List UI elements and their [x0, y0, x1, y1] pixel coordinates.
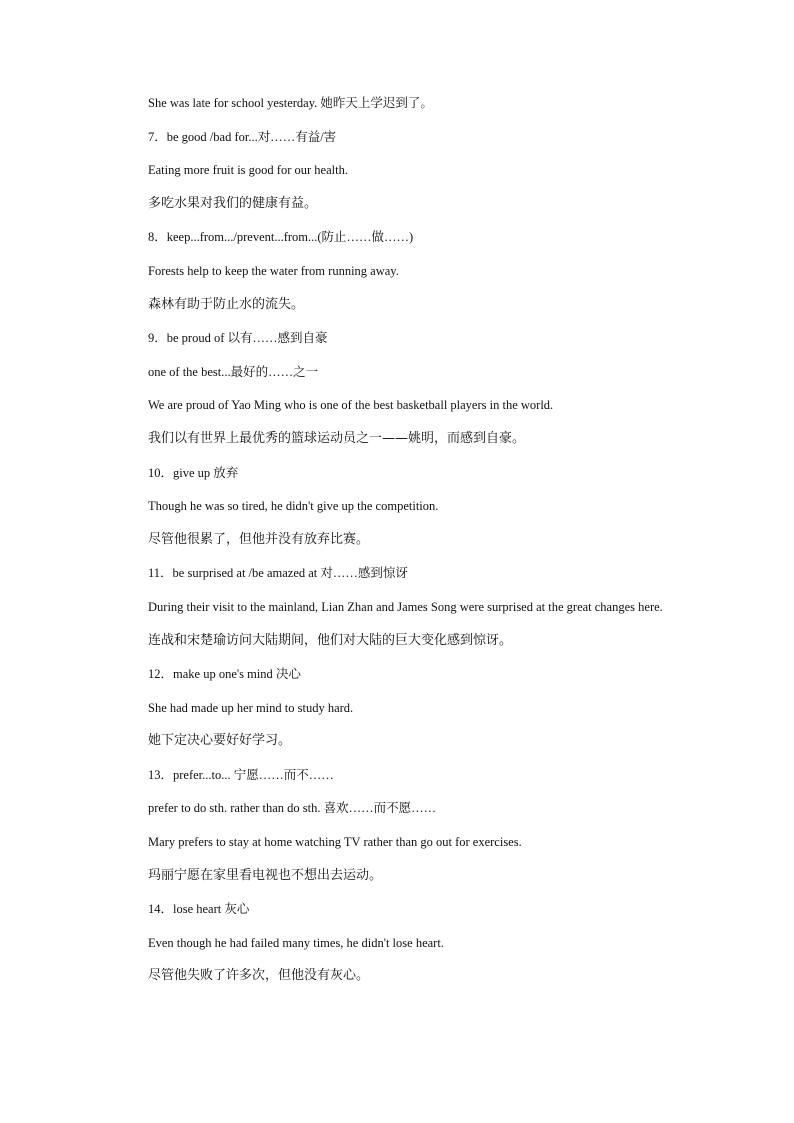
- example-sentence: We are proud of Yao Ming who is one of the best basketball players in the world.: [148, 398, 554, 413]
- phrase-heading: 8．keep...from.../prevent...from...(防止……做……): [148, 230, 414, 245]
- phrase-heading: 11．be surprised at /be amazed at 对……感到惊讶: [148, 566, 408, 581]
- example-sentence: During their visit to the mainland, Lian Zhan and James Song were surprised at the great changes here.: [148, 599, 663, 614]
- phrase-heading: 12．make up one's mind 决心: [148, 667, 301, 682]
- phrase-heading: 7．be good /bad for...对……有益/害: [148, 129, 337, 144]
- phrase-heading: 14．lose heart 灰心: [148, 902, 250, 917]
- translation: 森林有助于防止水的流失。: [148, 296, 305, 312]
- translation: 多吃水果对我们的健康有益。: [148, 195, 318, 211]
- example-sentence: Eating more fruit is good for our health.: [148, 163, 348, 178]
- translation: 连战和宋楚瑜访问大陆期间，他们对大陆的巨大变化感到惊讶。: [148, 632, 513, 648]
- translation: 尽管他失败了许多次，但他没有灰心。: [148, 968, 370, 984]
- translation: 她下定决心要好好学习。: [148, 733, 292, 749]
- translation: 玛丽宁愿在家里看电视也不想出去运动。: [148, 867, 383, 883]
- example-sentence: She was late for school yesterday. 她昨天上学迟到了。: [148, 96, 433, 110]
- example-sentence: Even though he had failed many times, he didn't lose heart.: [148, 935, 444, 950]
- phrase-heading: 9．be proud of 以有……感到自豪: [148, 331, 328, 346]
- translation: 尽管他很累了，但他并没有放弃比赛。: [148, 531, 370, 547]
- phrase-subheading: one of the best...最好的……之一: [148, 364, 319, 379]
- example-sentence: Mary prefers to stay at home watching TV rather than go out for exercises.: [148, 835, 522, 850]
- phrase-subheading: prefer to do sth. rather than do sth. 喜欢……而不愿……: [148, 801, 437, 816]
- document-body: [120, 94, 675, 1001]
- translation: 我们以有世界上最优秀的篮球运动员之一——姚明，而感到自豪。: [148, 430, 526, 446]
- example-sentence: Though he was so tired, he didn't give up the competition.: [148, 499, 439, 514]
- example-sentence: She had made up her mind to study hard.: [148, 700, 354, 715]
- phrase-heading: 13．prefer...to... 宁愿……而不……: [148, 767, 334, 782]
- example-sentence: Forests help to keep the water from running away.: [148, 263, 399, 278]
- phrase-heading: 10．give up 放弃: [148, 465, 239, 480]
